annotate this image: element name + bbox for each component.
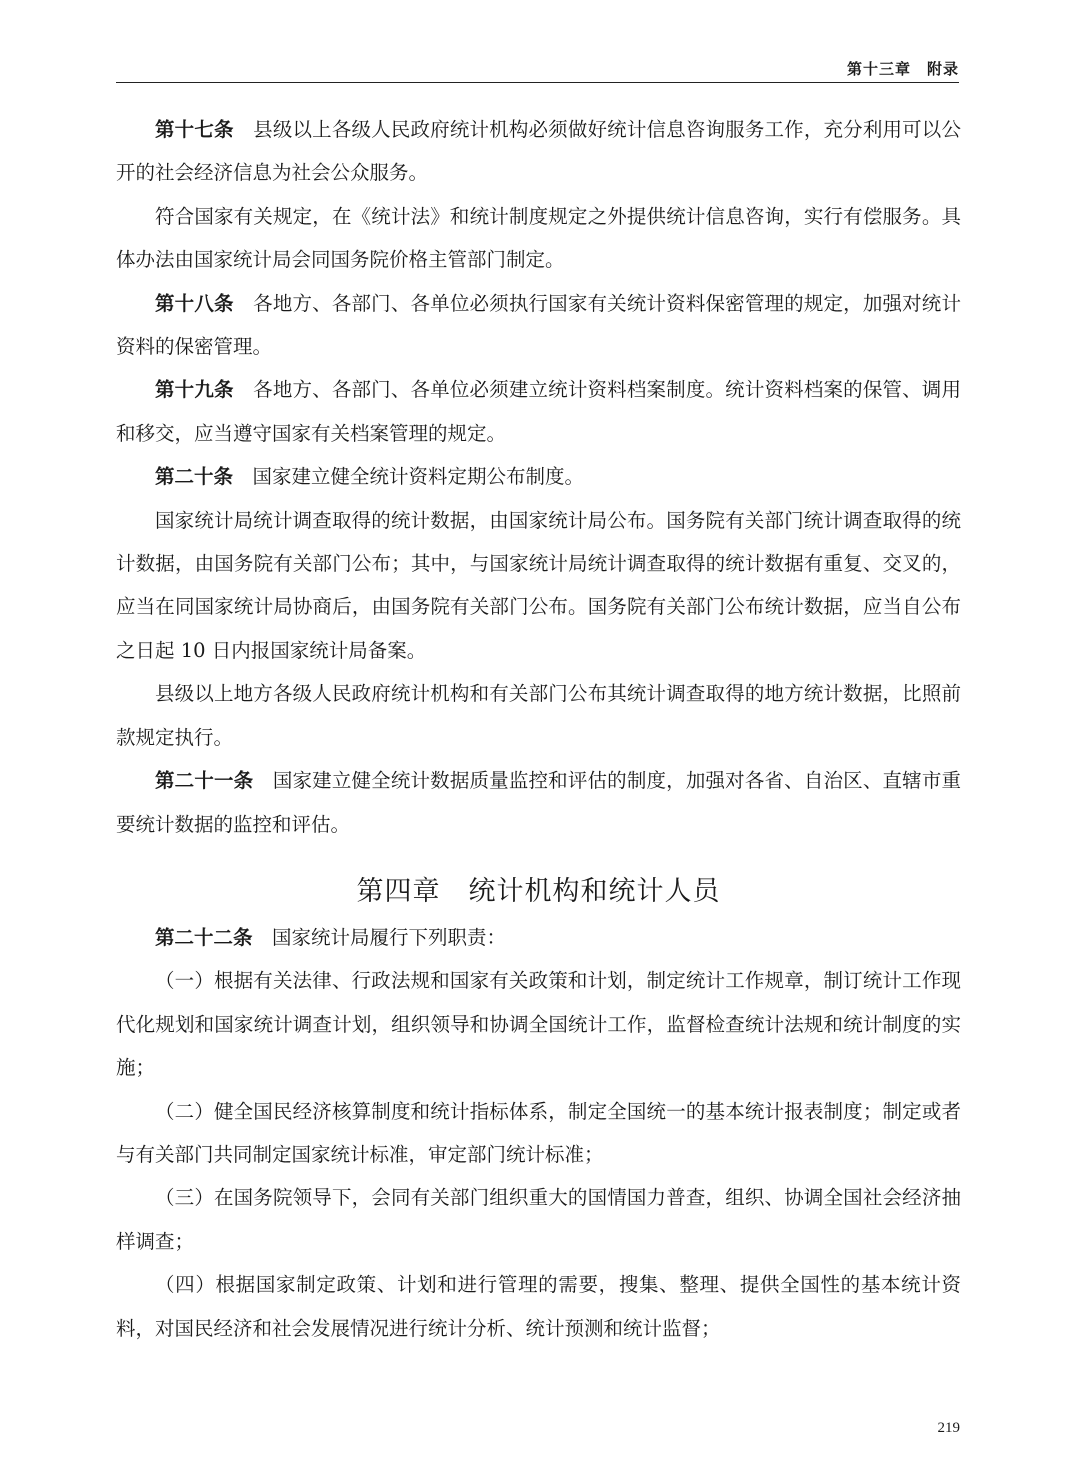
article-text: 国家统计局履行下列职责： <box>272 925 507 949</box>
list-item: （一）根据有关法律、行政法规和国家有关政策和计划，制定统计工作规章，制订统计工作现代化规划和国家统计调查计划，组织领导和协调全国统计工作，监督检查统计法规和统计制度的实施； <box>116 969 961 1080</box>
article-label: 第十七条 <box>155 118 234 141</box>
paragraph: 国家统计局统计调查取得的统计数据，由国家统计局公布。国务院有关部门统计调查取得的统计数据，由国务院有关部门公布；其中，与国家统计局统计调查取得的统计数据有重复、交叉的，应当在同国家统计局协商后，由国务院有关部门公布。国务院有关部门公布统计数据，应当自公布之日起 10 日内报国家统计局备案。 <box>116 508 961 662</box>
article-label: 第二十二条 <box>155 925 253 949</box>
article-label: 第十九条 <box>155 378 234 402</box>
list-item: （四）根据国家制定政策、计划和进行管理的需要，搜集、整理、提供全国性的基本统计资料，对国民经济和社会发展情况进行统计分析、统计预测和统计监督； <box>116 1273 961 1340</box>
running-header <box>116 58 959 83</box>
article-label: 第二十条 <box>155 465 234 489</box>
article-18 <box>116 282 961 369</box>
article-text: 各地方、各部门、各单位必须执行国家有关统计资料保密管理的规定，加强对统计资料的保密管理。 <box>116 291 961 359</box>
chapter-title: 第四章 统计机构和统计人员 <box>356 875 721 907</box>
paragraph: 符合国家有关规定，在《统计法》和统计制度规定之外提供统计信息咨询，实行有偿服务。具体办法由国家统计局会同国务院价格主管部门制定。 <box>116 204 961 272</box>
article-17 <box>116 108 961 195</box>
page-body <box>116 108 961 1350</box>
article-20 <box>116 455 961 498</box>
paragraph: 县级以上地方各级人民政府统计机构和有关部门公布其统计调查取得的地方统计数据，比照前款规定执行。 <box>116 682 961 749</box>
article-text: 各地方、各部门、各单位必须建立统计资料档案制度。统计资料档案的保管、调用和移交，应当遵守国家有关档案管理的规定。 <box>116 378 961 445</box>
article-text: 国家建立健全统计数据质量监控和评估的制度，加强对各省、自治区、直辖市重要统计数据的监控和评估。 <box>116 769 961 836</box>
article-label: 第十八条 <box>155 291 234 315</box>
article-21 <box>116 759 961 846</box>
article-text: 县级以上各级人民政府统计机构必须做好统计信息咨询服务工作，充分利用可以公开的社会经济信息为社会公众服务。 <box>116 118 961 185</box>
list-item: （二）健全国民经济核算制度和统计指标体系，制定全国统一的基本统计报表制度；制定或者与有关部门共同制定国家统计标准，审定部门统计标准； <box>116 1099 961 1166</box>
article-label: 第二十一条 <box>155 769 254 793</box>
list-item: （三）在国务院领导下，会同有关部门组织重大的国情国力普查，组织、协调全国社会经济抽样调查； <box>116 1186 961 1253</box>
article-19 <box>116 368 961 455</box>
article-22 <box>116 916 961 959</box>
article-text: 国家建立健全统计资料定期公布制度。 <box>252 465 585 489</box>
running-header-title: 第十三章 附录 <box>846 60 959 78</box>
page-number: 219 <box>937 1420 960 1436</box>
